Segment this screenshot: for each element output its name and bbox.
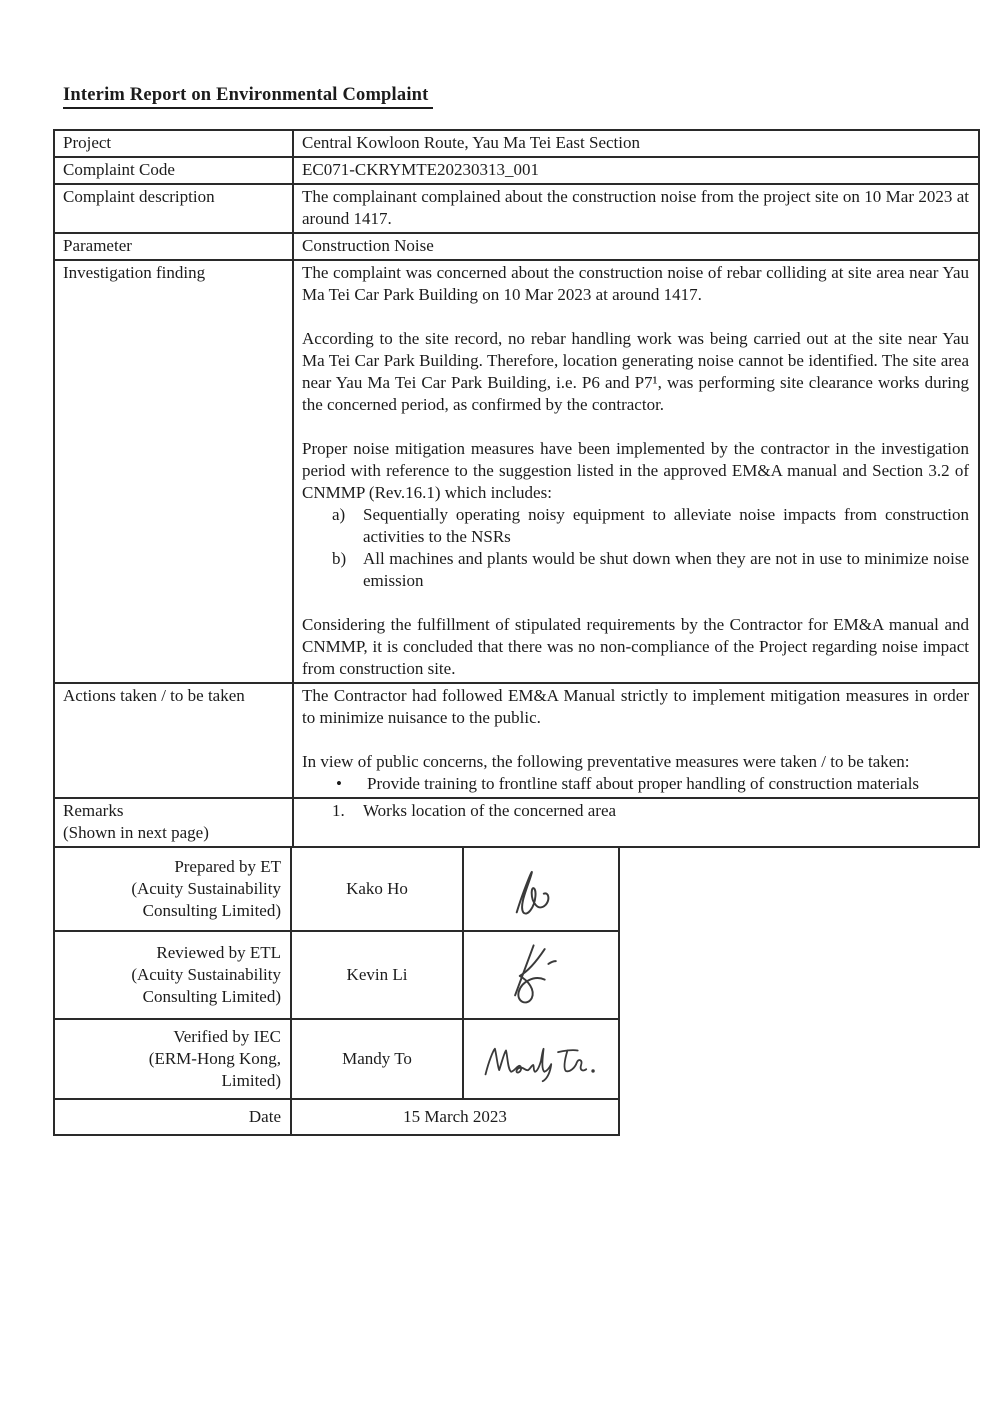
role-line: Reviewed by ETL <box>156 943 281 962</box>
list-text-b: All machines and plants would be shut down when they are not in use to minimize noise emission <box>363 549 969 590</box>
actions-taken-label: Actions taken / to be taken <box>54 683 293 798</box>
reviewed-by-role <box>54 931 291 1019</box>
verified-by-signature-cell <box>463 1019 619 1099</box>
actions-paragraph-2: In view of public concerns, the following preventative measures were taken / to be taken: <box>302 752 910 771</box>
table-row-complaint-code <box>54 157 979 184</box>
signoff-row-date <box>54 1099 619 1135</box>
investigation-finding-value <box>293 260 979 683</box>
bullet-text: Provide training to frontline staff about proper handling of construction materials <box>367 774 920 793</box>
role-line: (Acuity Sustainability <box>131 879 281 898</box>
role-line: Consulting Limited) <box>142 901 281 920</box>
investigation-finding-label: Investigation finding <box>54 260 293 683</box>
project-label: Project <box>54 130 293 157</box>
role-line: Verified by IEC <box>173 1027 281 1046</box>
remarks-value <box>293 798 979 847</box>
actions-bullet-item <box>302 773 969 795</box>
date-value: 15 March 2023 <box>291 1099 619 1135</box>
investigation-paragraph-2: According to the site record, no rebar handling work was being carried out at the site near Yau Ma Tei Car Park Building. Therefore, location generating noise cannot be identified. The site area near Yau Ma Tei Car Park Building, i.e. P6 and P7¹, was performing site clearance works during the concerned period, as confirmed by the contractor. <box>302 329 969 414</box>
mandy-to-handwritten-signature-icon <box>477 1033 605 1085</box>
kako-ho-handwritten-signature-icon <box>485 854 597 924</box>
remarks-item-marker: 1. <box>332 801 345 820</box>
table-row-complaint-description <box>54 184 979 233</box>
reviewed-by-signature-cell <box>463 931 619 1019</box>
remarks-label <box>54 798 293 847</box>
complaint-code-label: Complaint Code <box>54 157 293 184</box>
remarks-label-line1: Remarks <box>63 801 124 820</box>
investigation-list-item-a <box>302 504 969 548</box>
complaint-report-table <box>53 129 980 848</box>
investigation-paragraph-1: The complaint was concerned about the construction noise of rebar colliding at site area near Yau Ma Tei Car Park Building on 10 Mar 2023 at around 1417. <box>302 263 969 304</box>
table-row-actions-taken <box>54 683 979 798</box>
signoff-row-reviewed <box>54 931 619 1019</box>
remarks-numbered-item <box>302 800 969 822</box>
prepared-by-signature-cell <box>463 847 619 931</box>
parameter-value: Construction Noise <box>293 233 979 260</box>
complaint-description-label: Complaint description <box>54 184 293 233</box>
investigation-paragraph-3: Proper noise mitigation measures have been implemented by the contractor in the investigation period with reference to the suggestion listed in the approved EM&A manual and Section 3.2 of CNMMP (Rev.16.1) which includes: <box>302 439 969 502</box>
investigation-paragraph-4: Considering the fulfillment of stipulated requirements by the Contractor for EM&A manual and CNMMP, it is concluded that there was no non-compliance of the Project regarding noise impact from construction site. <box>302 615 969 678</box>
actions-taken-value <box>293 683 979 798</box>
complaint-description-value: The complainant complained about the construction noise from the project site on 10 Mar 2023 at around 1417. <box>293 184 979 233</box>
verified-by-name: Mandy To <box>291 1019 463 1099</box>
table-row-investigation-finding <box>54 260 979 683</box>
bullet-marker: • <box>336 774 342 793</box>
actions-paragraph-1: The Contractor had followed EM&A Manual strictly to implement mitigation measures in order to minimize nuisance to the public. <box>302 686 969 727</box>
role-line: Prepared by ET <box>174 857 281 876</box>
parameter-label: Parameter <box>54 233 293 260</box>
page-title: Interim Report on Environmental Complaint <box>63 84 433 109</box>
investigation-list-item-b <box>302 548 969 592</box>
project-value: Central Kowloon Route, Yau Ma Tei East Section <box>293 130 979 157</box>
table-row-project <box>54 130 979 157</box>
role-line: Consulting Limited) <box>142 987 281 1006</box>
role-line: (Acuity Sustainability <box>131 965 281 984</box>
role-line: Limited) <box>221 1071 281 1090</box>
complaint-code-value: EC071-CKRYMTE20230313_001 <box>293 157 979 184</box>
signoff-table <box>53 846 620 1136</box>
signoff-row-verified <box>54 1019 619 1099</box>
list-text-a: Sequentially operating noisy equipment to alleviate noise impacts from construction activities to the NSRs <box>363 505 969 546</box>
list-marker-a: a) <box>332 505 346 524</box>
verified-by-role <box>54 1019 291 1099</box>
remarks-item-text: Works location of the concerned area <box>363 801 617 820</box>
kevin-li-handwritten-signature-icon <box>485 938 597 1012</box>
signoff-row-prepared <box>54 847 619 931</box>
list-marker-b: b) <box>332 549 347 568</box>
table-row-remarks <box>54 798 979 847</box>
table-row-parameter <box>54 233 979 260</box>
role-line: (ERM-Hong Kong, <box>148 1049 281 1068</box>
prepared-by-role <box>54 847 291 931</box>
date-label: Date <box>54 1099 291 1135</box>
remarks-label-line2: (Shown in next page) <box>63 823 209 842</box>
prepared-by-name: Kako Ho <box>291 847 463 931</box>
reviewed-by-name: Kevin Li <box>291 931 463 1019</box>
